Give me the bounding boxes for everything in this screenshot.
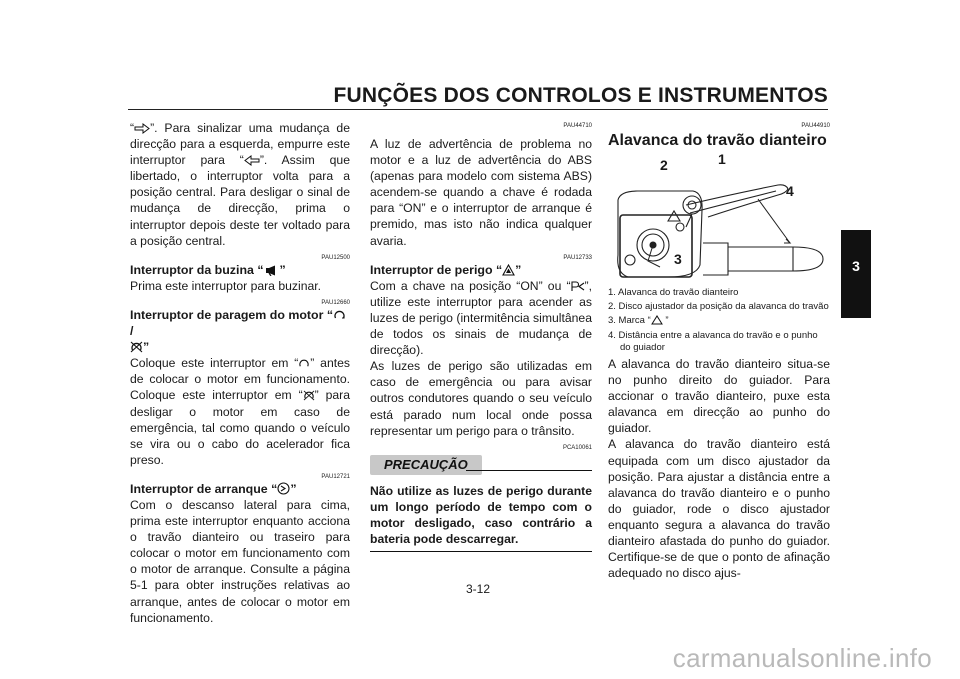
turn-signal-text: “ ”. Para sinalizar uma mudança de direcção para a esquerda, empurre este interruptor para “ ”. Assim que libertado, o interruptor volta para a posição central. Para desligar o sinal de mudança de direcção, prima o interruptor depois deste ter voltado para a posição central. — [130, 121, 350, 248]
callout-2: 2 — [660, 157, 668, 173]
callout-3: 3 — [674, 251, 682, 267]
page-header-title: FUNÇÕES DOS CONTROLOS E INSTRUMENTOS — [333, 84, 828, 107]
brake-lever-drawing — [608, 155, 830, 282]
column-3 — [608, 120, 830, 581]
hazard-text-2: As luzes de perigo são utilizadas em caso de emergência ou para avisar outros condutores quando o seu veículo está parado num local onde possa representar um perigo para o trânsito. — [370, 359, 592, 438]
header-rule — [128, 109, 828, 110]
ref-code: PAU12660 — [321, 299, 350, 306]
ref-code: PAU44910 — [801, 123, 830, 129]
horn-heading: Interruptor da buzina “ ” — [130, 262, 286, 277]
caution-text: Não utilize as luzes de perigo durante um longo período de tempo com o motor desligado, caso contrário a bateria pode descarregar. — [370, 483, 592, 546]
chapter-tab-label: 3 — [852, 258, 860, 274]
engine-run-icon — [298, 358, 310, 369]
legend-item: 4. Distância entre a alavanca do travão e o punho do guiador — [608, 329, 818, 353]
hazard-triangle-icon — [502, 264, 515, 276]
callout-4: 4 — [786, 183, 794, 199]
ref-code: PCA10061 — [562, 444, 592, 451]
callout-1: 1 — [718, 151, 726, 167]
ref-code: PAU12500 — [321, 254, 350, 261]
ref-code: PAU12733 — [563, 254, 592, 261]
column-2 — [370, 120, 592, 552]
watermark: carmanualsonline.info — [672, 643, 932, 673]
caution-bottom-rule — [370, 551, 592, 552]
brake-text-2: A alavanca do travão dianteiro está equipada com um disco ajustador da posição. Para ajustar a distância entre a alavanca do travão dianteiro e o punho do guiador, rode o disco ajustador enquanto segura a alavanca do travão dianteiro afastada do punho do guiador. Certifique-se de que o ponto de afinação adequado no disco ajus- — [608, 437, 830, 581]
starter-text: Com o descanso lateral para cima, prima este interruptor enquanto acciona o travão dianteiro ou traseiro para colocar o motor em funcionamento com o motor de arranque. Consulte a página 5-1 para obter instruções relativas ao arranque, antes de colocar o motor em funcionamento. — [130, 497, 350, 625]
legend-item: 2. Disco ajustador da posição da alavanca do travão — [608, 301, 829, 313]
ref-code: PAU44710 — [563, 123, 592, 129]
ref-code: PAU12721 — [321, 473, 350, 480]
horn-text: Prima este interruptor para buzinar. — [130, 278, 322, 293]
right-arrow-icon — [134, 123, 150, 134]
horn-icon — [264, 265, 280, 276]
legend-item: 3. Marca “ ” — [608, 315, 669, 327]
column-1 — [130, 120, 350, 626]
caution-label: PRECAUÇÃO — [370, 455, 482, 475]
legend-item: 1. Alavanca do travão dianteiro — [608, 287, 739, 298]
hazard-heading: Interruptor de perigo “ ” — [370, 262, 522, 277]
mark-triangle-icon — [651, 315, 663, 325]
engine-stop-text: Coloque este interruptor em “ ” antes de colocar o motor em funcionamento. Coloque este interruptor em “ ” para desligar o motor em caso de emergência, tal como quando o veículo se vira ou o cabo do acelerador fica preso. — [130, 356, 351, 467]
engine-stop-icon — [130, 341, 143, 353]
parking-key-icon — [571, 281, 585, 292]
caution-rule — [466, 470, 592, 471]
figure-legend — [608, 287, 830, 354]
hazard-text: Com a chave na posição “ON” ou “ ”, utilize este interruptor para acender as luzes de perigo (intermitência simultânea de todos os sinais de mudança de direcção). — [370, 278, 592, 358]
engine-stop-heading: Interruptor de paragem do motor “ / ” — [130, 307, 350, 355]
engine-stop-icon — [303, 390, 315, 401]
brake-lever-illustration — [608, 151, 830, 282]
caution-banner — [370, 455, 592, 481]
chapter-tab[interactable] — [841, 230, 871, 318]
abs-warning-text: A luz de advertência de problema no motor e a luz de advertência do ABS (apenas para modelo com sistema ABS) acendem-se quando a chave é rodada para “ON” e o interruptor de arranque é premido, mas isto não indica qualquer avaria. — [370, 137, 592, 248]
starter-heading: Interruptor de arranque “ ” — [130, 481, 297, 496]
starter-icon — [277, 482, 290, 495]
page-number: 3-12 — [466, 582, 491, 596]
brake-text-1: A alavanca do travão dianteiro situa-se no punho direito do guiador. Para accionar o travão dianteiro, puxe esta alavanca em direcção ao punho do guiador. — [608, 357, 830, 436]
left-arrow-icon — [244, 155, 260, 166]
section-title: Alavanca do travão dianteiro — [608, 132, 827, 149]
engine-run-icon — [333, 309, 346, 321]
